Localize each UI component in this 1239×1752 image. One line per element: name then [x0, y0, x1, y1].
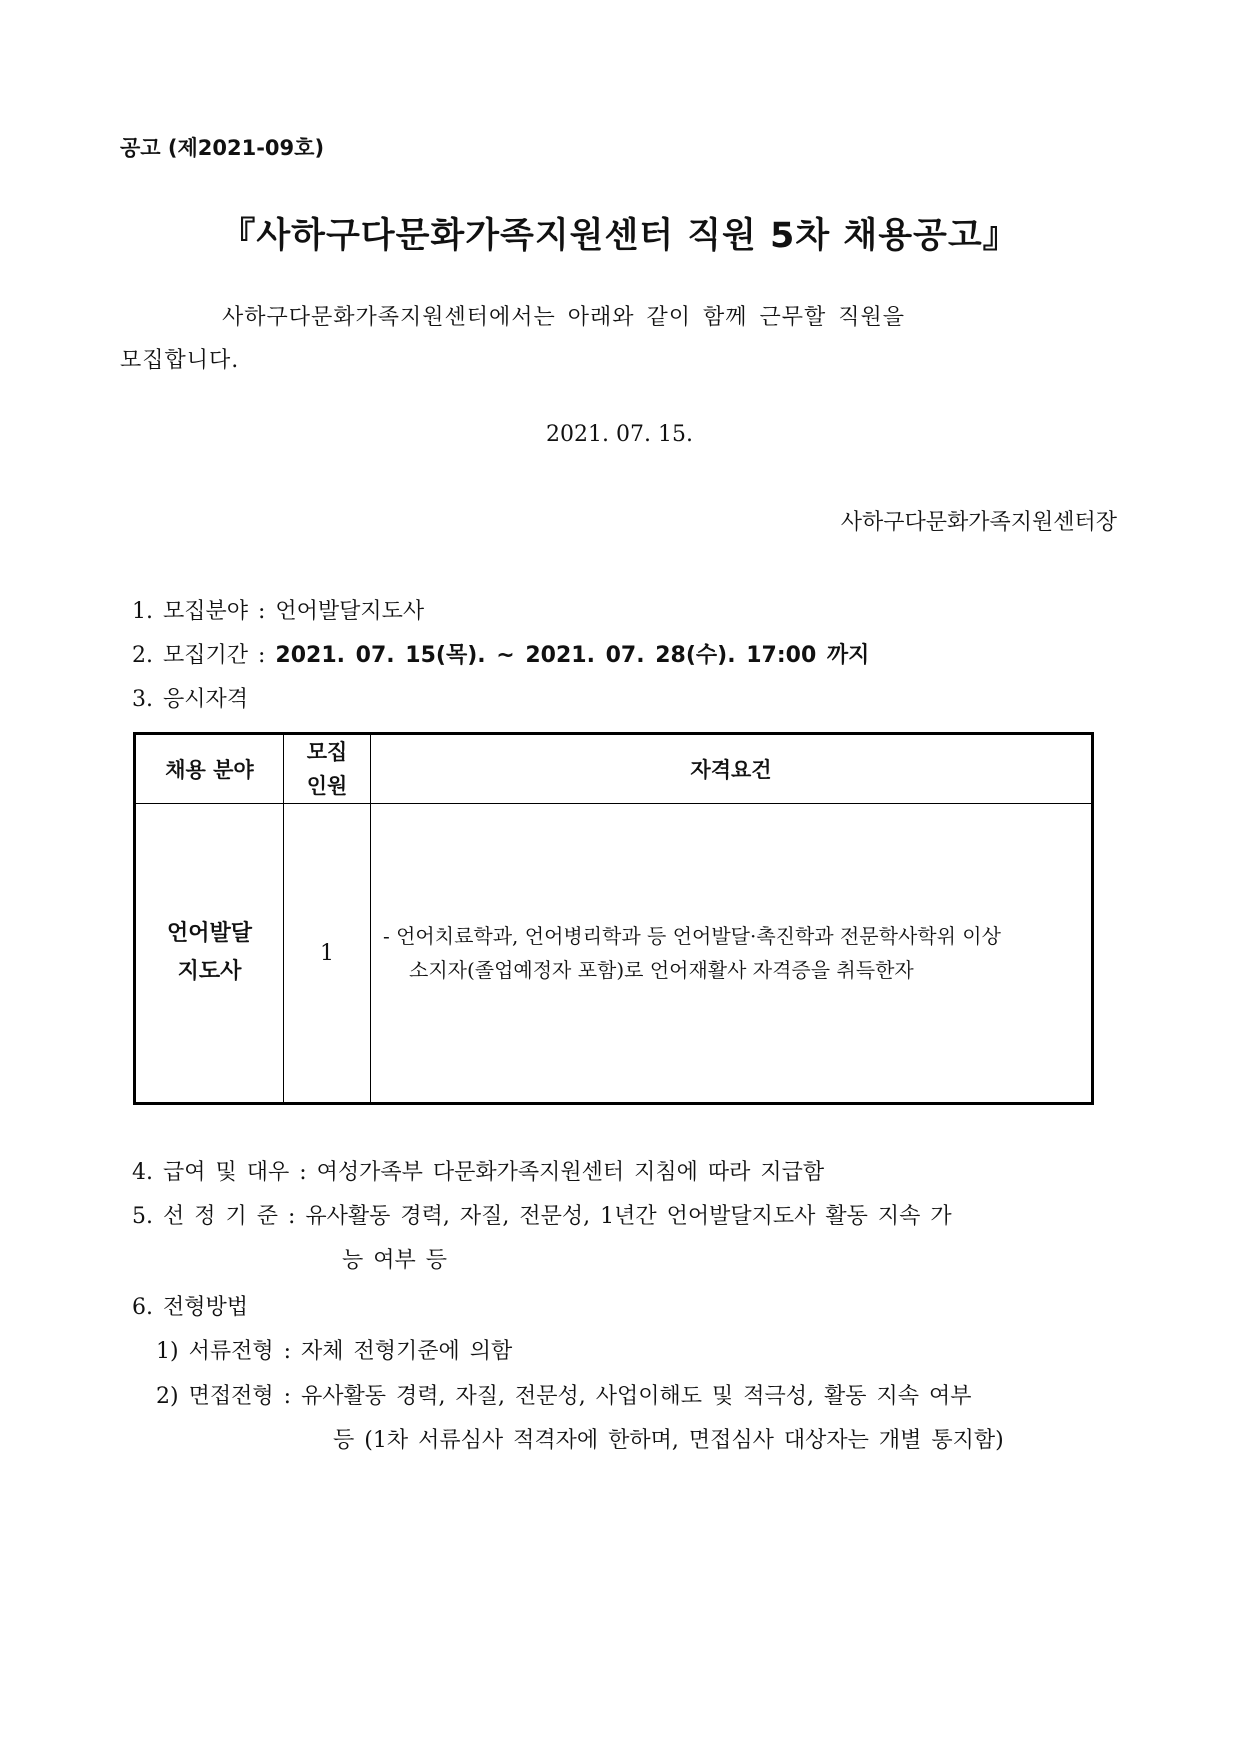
notice-number: 공고 (제2021-09호): [120, 136, 325, 160]
cell-requirement-line-2: 소지자(졸업예정자 포함)로 언어재활사 자격증을 취득한자: [409, 958, 914, 982]
screening-interview-line-2: 등 (1차 서류심사 적격자에 한하며, 면접심사 대상자는 개별 통지함): [333, 1428, 1004, 1453]
header-requirement: 자격요건: [371, 735, 1092, 804]
intro-text-line-1: 사하구다문화가족지원센터에서는 아래와 같이 함께 근무할 직원을: [222, 305, 906, 330]
notice-date: 2021. 07. 15.: [546, 422, 693, 447]
section-screening-method: 6. 전형방법: [132, 1295, 248, 1320]
section-selection-criteria-line-2: 능 여부 등: [342, 1248, 447, 1273]
section-salary: 4. 급여 및 대우 : 여성가족부 다문화가족지원센터 지침에 따라 지급함: [132, 1160, 825, 1185]
cell-field-line-2: 지도사: [177, 959, 242, 984]
section-recruit-field-value: 언어발달지도사: [275, 599, 425, 624]
section-recruit-field: [132, 594, 424, 625]
screening-interview-line-1: 2) 면접전형 : 유사활동 경력, 자질, 전문성, 사업이해도 및 적극성, 활동 지속 여부: [156, 1384, 972, 1409]
table-header-row: [136, 735, 1092, 804]
section-recruit-period-value: 2021. 07. 15(목). ~ 2021. 07. 28(수). 17:00 까지: [275, 643, 870, 668]
section-recruit-period-label: 2. 모집기간 :: [132, 643, 276, 668]
section-recruit-period: [132, 638, 869, 669]
cell-field: [136, 804, 284, 1103]
screening-document: 1) 서류전형 : 자체 전형기준에 의함: [156, 1339, 513, 1364]
section-qualification-heading: 3. 응시자격: [132, 687, 248, 712]
cell-requirement-line-1: - 언어치료학과, 언어병리학과 등 언어발달·촉진학과 전문학사학위 이상: [383, 924, 1001, 948]
header-count-line-1: 모집: [306, 740, 348, 764]
issuer-name: 사하구다문화가족지원센터장: [840, 510, 1117, 535]
header-count: [284, 735, 371, 804]
section-recruit-field-label: 1. 모집분야 :: [132, 599, 276, 624]
section-selection-criteria-line-1: 5. 선 정 기 준 : 유사활동 경력, 자질, 전문성, 1년간 언어발달지도사 활동 지속 가: [132, 1204, 952, 1229]
cell-requirement: [371, 804, 1092, 1103]
document-title: 『사하구다문화가족지원센터 직원 5차 채용공고』: [220, 216, 1019, 256]
cell-field-line-1: 언어발달: [166, 921, 252, 946]
intro-text-line-2: 모집합니다.: [120, 348, 240, 373]
cell-count: 1: [284, 804, 371, 1103]
header-count-line-2: 인원: [306, 774, 348, 798]
header-field: 채용 분야: [136, 735, 284, 804]
qualification-table: [133, 732, 1094, 1105]
table-row: [136, 804, 1092, 1103]
